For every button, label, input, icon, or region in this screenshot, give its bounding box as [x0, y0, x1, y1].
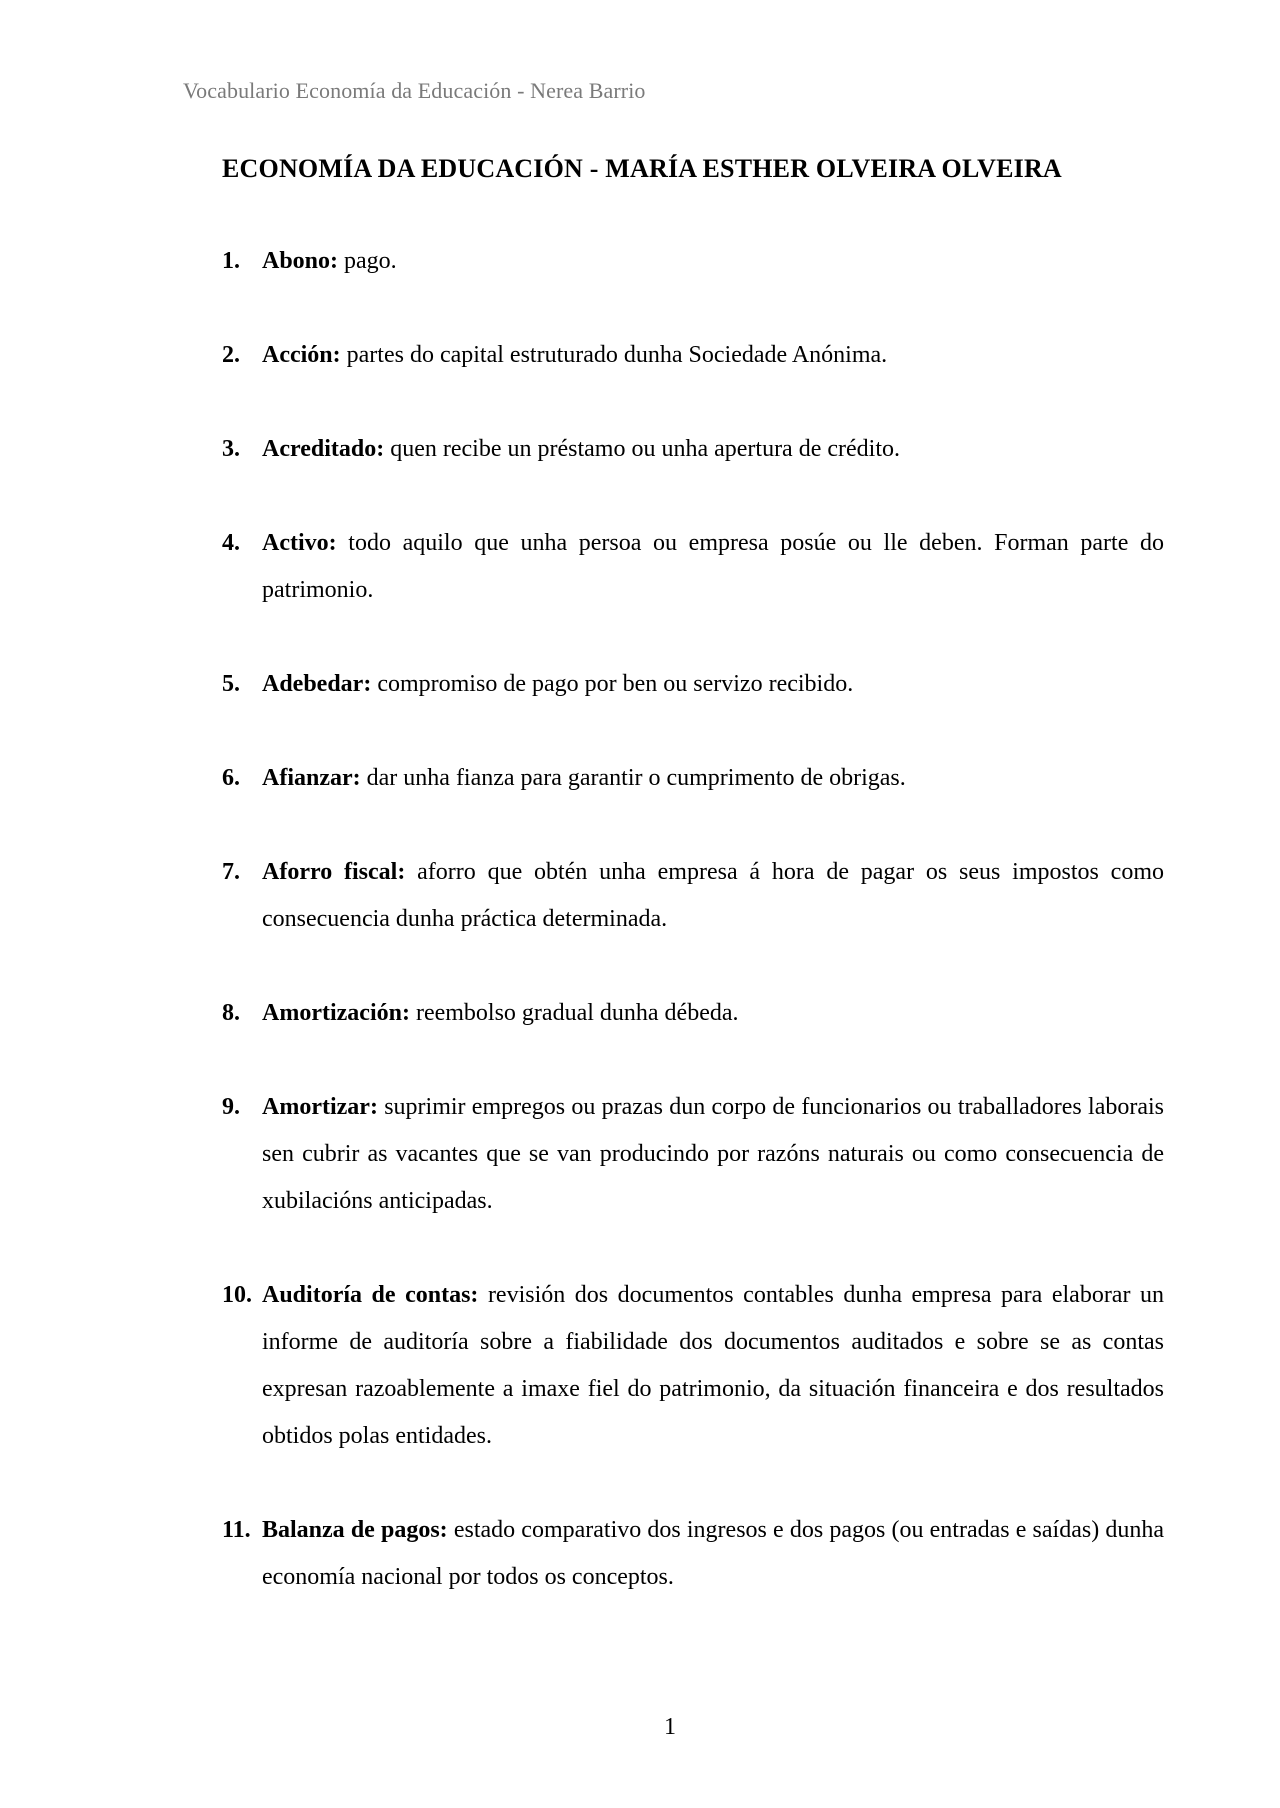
entry-term: Acción:	[262, 342, 341, 368]
entry-definition: reembolso gradual dunha débeda.	[409, 1000, 739, 1026]
document-title: ECONOMÍA DA EDUCACIÓN - MARÍA ESTHER OLVEIRA OLVEIRA	[222, 154, 1062, 183]
entry-text	[262, 426, 1164, 473]
entry-term: Afianzar:	[262, 765, 361, 791]
glossary-entry	[222, 426, 1164, 473]
entry-text	[262, 1507, 1164, 1601]
entry-text	[262, 332, 1164, 379]
entry-text	[262, 520, 1164, 614]
glossary-entry	[222, 1084, 1164, 1225]
entry-definition: revisión dos documentos contables dunha empresa para elaborar un informe de auditoría sobre a fiabilidade dos documentos auditados e sobre se as contas expresan razoablemente a imaxe fiel do patrimonio, da situación financeira e dos resultados obtidos polas entidades.	[262, 1282, 1164, 1449]
entry-text	[262, 849, 1164, 943]
entry-term: Balanza de pagos:	[262, 1517, 448, 1543]
entry-number: 11.	[222, 1517, 251, 1543]
entry-number: 10.	[222, 1282, 252, 1308]
glossary-entry	[222, 1272, 1164, 1460]
entry-number: 2.	[222, 342, 240, 368]
glossary-entry	[222, 1507, 1164, 1601]
entry-number: 5.	[222, 671, 240, 697]
entry-text	[262, 990, 1164, 1037]
entry-number: 7.	[222, 859, 240, 885]
running-header: Vocabulario Economía da Educación - Nerea Barrio	[183, 78, 646, 103]
entry-definition: dar unha fianza para garantir o cumprimento de obrigas.	[360, 765, 906, 791]
entry-term: Aforro fiscal:	[262, 859, 406, 885]
entry-term: Amortización:	[262, 1000, 410, 1026]
page-number: 1	[664, 1714, 676, 1740]
glossary-entry	[222, 332, 1164, 379]
glossary-entry	[222, 755, 1164, 802]
glossary-entry	[222, 520, 1164, 614]
entry-definition: compromiso de pago por ben ou servizo recibido.	[371, 671, 854, 697]
entry-term: Acreditado:	[262, 436, 385, 462]
entry-definition: aforro que obtén unha empresa á hora de pagar os seus impostos como consecuencia dunha práctica determinada.	[262, 859, 1164, 932]
entry-definition: pago.	[338, 248, 397, 274]
glossary-entry	[222, 238, 1164, 285]
glossary-entry	[222, 990, 1164, 1037]
entry-term: Adebedar:	[262, 671, 372, 697]
entry-definition: estado comparativo dos ingresos e dos pagos (ou entradas e saídas) dunha economía nacional por todos os conceptos.	[262, 1517, 1165, 1590]
entry-number: 1.	[222, 248, 240, 274]
entry-term: Abono:	[262, 248, 339, 274]
glossary-entry	[222, 849, 1164, 943]
entry-number: 4.	[222, 530, 240, 556]
entry-term: Auditoría de contas:	[262, 1282, 479, 1308]
entry-term: Activo:	[262, 530, 337, 556]
entry-text	[262, 1272, 1164, 1460]
entry-definition: partes do capital estruturado dunha Sociedade Anónima.	[340, 342, 888, 368]
entry-definition: quen recibe un préstamo ou unha apertura de crédito.	[384, 436, 900, 462]
entry-number: 6.	[222, 765, 240, 791]
glossary-entry	[222, 661, 1164, 708]
entry-definition: todo aquilo que unha persoa ou empresa posúe ou lle deben. Forman parte do patrimonio.	[262, 530, 1164, 603]
entry-term: Amortizar:	[262, 1094, 378, 1120]
entry-text	[262, 661, 1164, 708]
entry-number: 3.	[222, 436, 240, 462]
entry-number: 9.	[222, 1094, 240, 1120]
entry-definition: suprimir empregos ou prazas dun corpo de funcionarios ou traballadores laborais sen cubrir as vacantes que se van producindo por razóns naturais ou como consecuencia de xubilacións anticipadas.	[262, 1094, 1164, 1214]
entry-text	[262, 1084, 1164, 1225]
glossary-list	[222, 238, 1164, 1648]
entry-number: 8.	[222, 1000, 240, 1026]
entry-text	[262, 755, 1164, 802]
entry-text	[262, 238, 1164, 285]
